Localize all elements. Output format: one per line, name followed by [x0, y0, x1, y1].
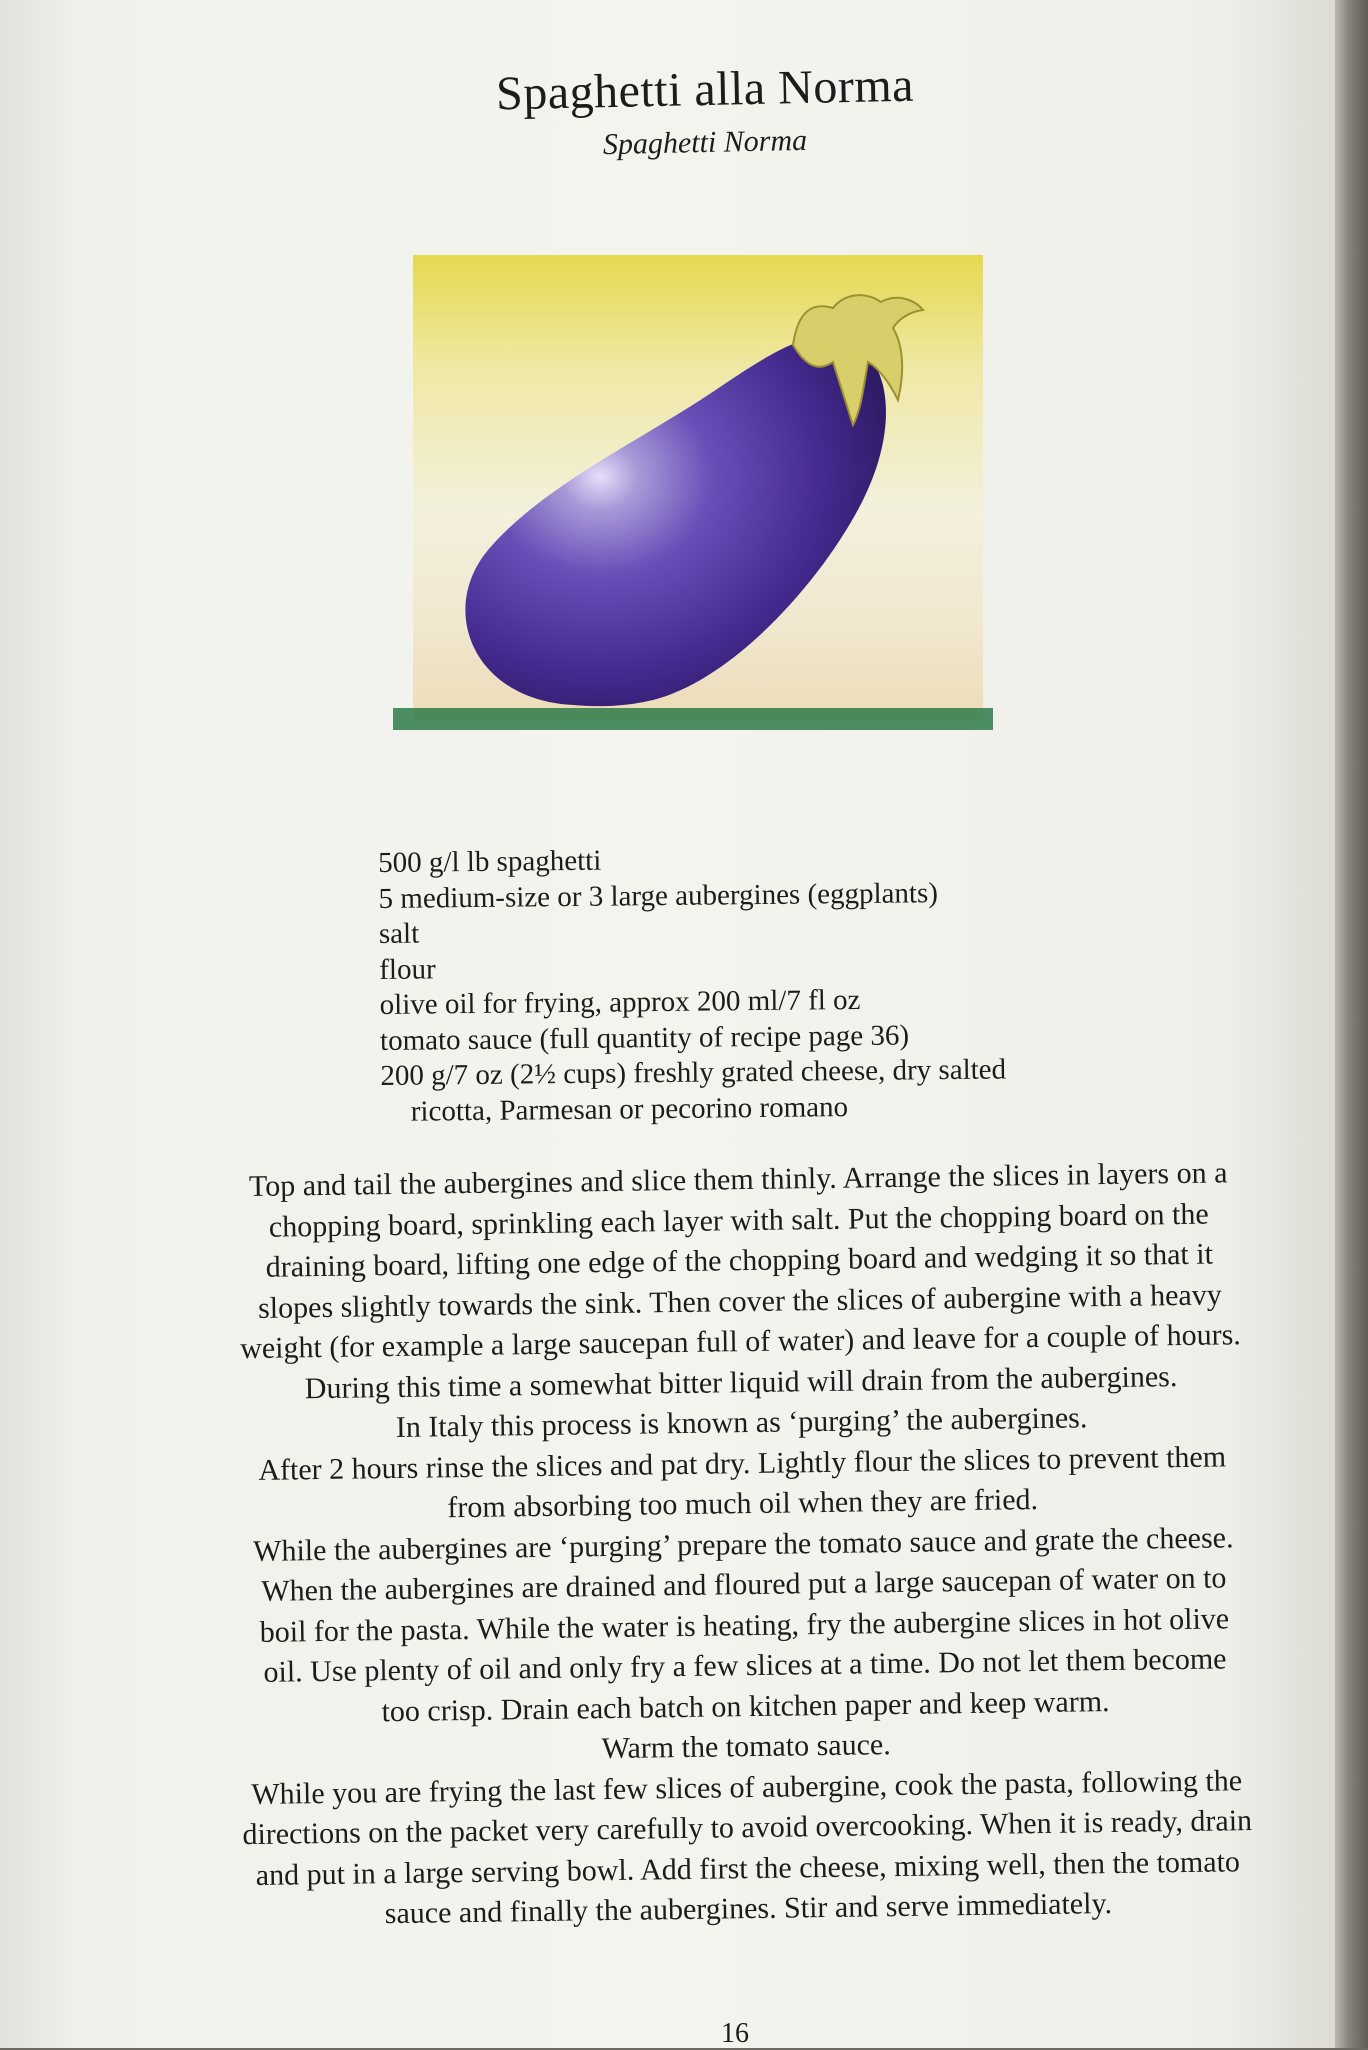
method-line: boil for the pasta. While the water is heating, fry the aubergine slices in hot olive: [259, 1601, 1230, 1649]
method-line: During this time a somewhat bitter liquid will drain from the aubergines.: [304, 1359, 1178, 1405]
ingredient-line: salt: [378, 917, 420, 950]
method-line: In Italy this process is known as ‘purging’ the aubergines.: [395, 1401, 1088, 1444]
method-line: weight (for example a large saucepan full of water) and leave for a couple of hours.: [239, 1318, 1242, 1366]
method-line: draining board, lifting one edge of the chopping board and wedging it so that it: [265, 1237, 1214, 1284]
method-line: sauce and finally the aubergines. Stir and serve immediately.: [384, 1887, 1113, 1931]
method-line: directions on the packet very carefully to avoid overcooking. When it is ready, drain: [242, 1804, 1253, 1852]
method-line: While you are frying the last few slices of aubergine, cook the pasta, following the: [251, 1763, 1243, 1811]
aubergine-illustration: [393, 250, 993, 750]
ingredient-line: tomato sauce (full quantity of recipe page 36): [379, 1018, 910, 1057]
method-line: too crisp. Drain each batch on kitchen paper and keep warm.: [381, 1684, 1110, 1728]
ingredient-line: ricotta, Parmesan or pecorino romano: [410, 1090, 849, 1128]
method-line: and put in a large serving bowl. Add first the cheese, mixing well, then the tomato: [255, 1844, 1241, 1892]
ingredient-line: olive oil for frying, approx 200 ml/7 fl oz: [379, 983, 861, 1021]
illustration-ground: [393, 708, 993, 730]
method-line: Top and tail the aubergines and slice them thinly. Arrange the slices in layers on a: [248, 1156, 1228, 1204]
ingredient-line: flour: [379, 952, 436, 986]
recipe-subtitle: Spaghetti Norma: [602, 123, 808, 162]
ingredient-line: 5 medium-size or 3 large aubergines (eggplants): [378, 876, 939, 915]
method-line: When the aubergines are drained and floured put a large saucepan of water on to: [261, 1561, 1227, 1608]
page-number: 16: [721, 2018, 749, 2049]
ingredient-line: 500 g/l lb spaghetti: [378, 844, 602, 879]
ingredients-list: [378, 838, 1141, 1130]
method-line: slopes slightly towards the sink. Then cover the slices of aubergine with a heavy: [257, 1277, 1222, 1325]
method-text: [178, 1152, 1309, 1937]
method-line: While the aubergines are ‘purging’ prepare the tomato sauce and grate the cheese.: [252, 1520, 1234, 1568]
method-line: oil. Use plenty of oil and only fry a few slices at a time. Do not let them become: [263, 1642, 1227, 1689]
method-line: from absorbing too much oil when they are fried.: [447, 1483, 1039, 1525]
method-line: Warm the tomato sauce.: [601, 1728, 891, 1766]
page-edge-shadow: [1335, 0, 1368, 2048]
recipe-title: Spaghetti alla Norma: [495, 58, 915, 121]
ingredient-line: 200 g/7 oz (2½ cups) freshly grated cheese, dry salted: [380, 1053, 1007, 1092]
method-line: chopping board, sprinkling each layer with salt. Put the chopping board on the: [268, 1197, 1209, 1244]
method-line: After 2 hours rinse the slices and pat dry. Lightly flour the slices to prevent them: [258, 1439, 1227, 1487]
